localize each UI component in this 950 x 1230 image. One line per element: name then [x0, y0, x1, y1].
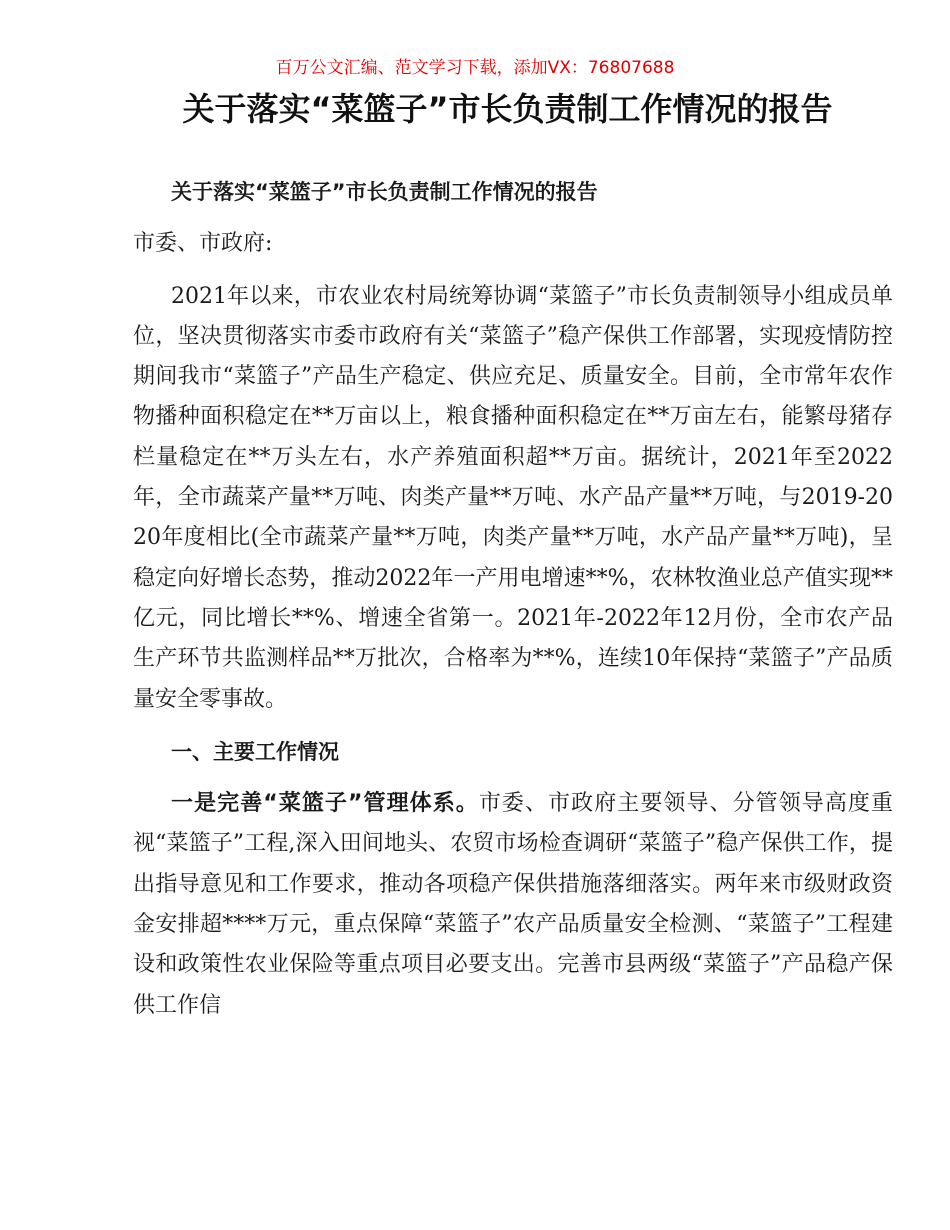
watermark-text: 百万公文汇编、范文学习下载，添加VX：76807688 [275, 58, 675, 78]
salutation: 市委、市政府: [133, 231, 273, 257]
document-title: 关于落实“菜篮子”市长负责制工作情况的报告 [182, 90, 833, 128]
section-heading: 一、主要工作情况 [171, 739, 339, 764]
document-body [133, 172, 893, 1038]
paragraph-lead: 一是完善“菜篮子”管理体系。 [171, 791, 479, 817]
paragraph-text: 市委、市政府主要领导、分管领导高度重视“菜篮子”工程,深入田间地头、农贸市场检查调研“菜篮子”稳产保供工作，提出指导意见和工作要求，推动各项稳产保供措施落细落实。两年来市级财政资金安排超****万元，重点保障“菜篮子”农产品质量安全检测、“菜篮子”工程建设和政策性农业保险等重点项目必要支出。完善市县两级“菜篮子”产品稳产保供工作信 [133, 791, 893, 1018]
section-paragraph [133, 784, 893, 1026]
document-subtitle: 关于落实“菜篮子”市长负责制工作情况的报告 [171, 180, 598, 204]
intro-paragraph: 2021年以来，市农业农村局统筹协调“菜篮子”市长负责制领导小组成员单位，坚决贯彻落实市委市政府有关“菜篮子”稳产保供工作部署，实现疫情防控期间我市“菜篮子”产品生产稳定、供应充足、质量安全。目前，全市常年农作物播种面积稳定在**万亩以上，粮食播种面积稳定在**万亩左右，能繁母猪存栏量稳定在**万头左右，水产养殖面积超**万亩。据统计，2021年至2022年，全市蔬菜产量**万吨、肉类产量**万吨、水产品产量**万吨，与2019-2020年度相比(全市蔬菜产量**万吨，肉类产量**万吨，水产品产量**万吨)，呈稳定向好增长态势，推动2022年一产用电增速**%，农林牧渔业总产值实现**亿元，同比增长**%、增速全省第一。2021年-2022年12月份，全市农产品生产环节共监测样品**万批次，合格率为**%，连续10年保持“菜篮子”产品质量安全零事故。 [133, 283, 893, 712]
